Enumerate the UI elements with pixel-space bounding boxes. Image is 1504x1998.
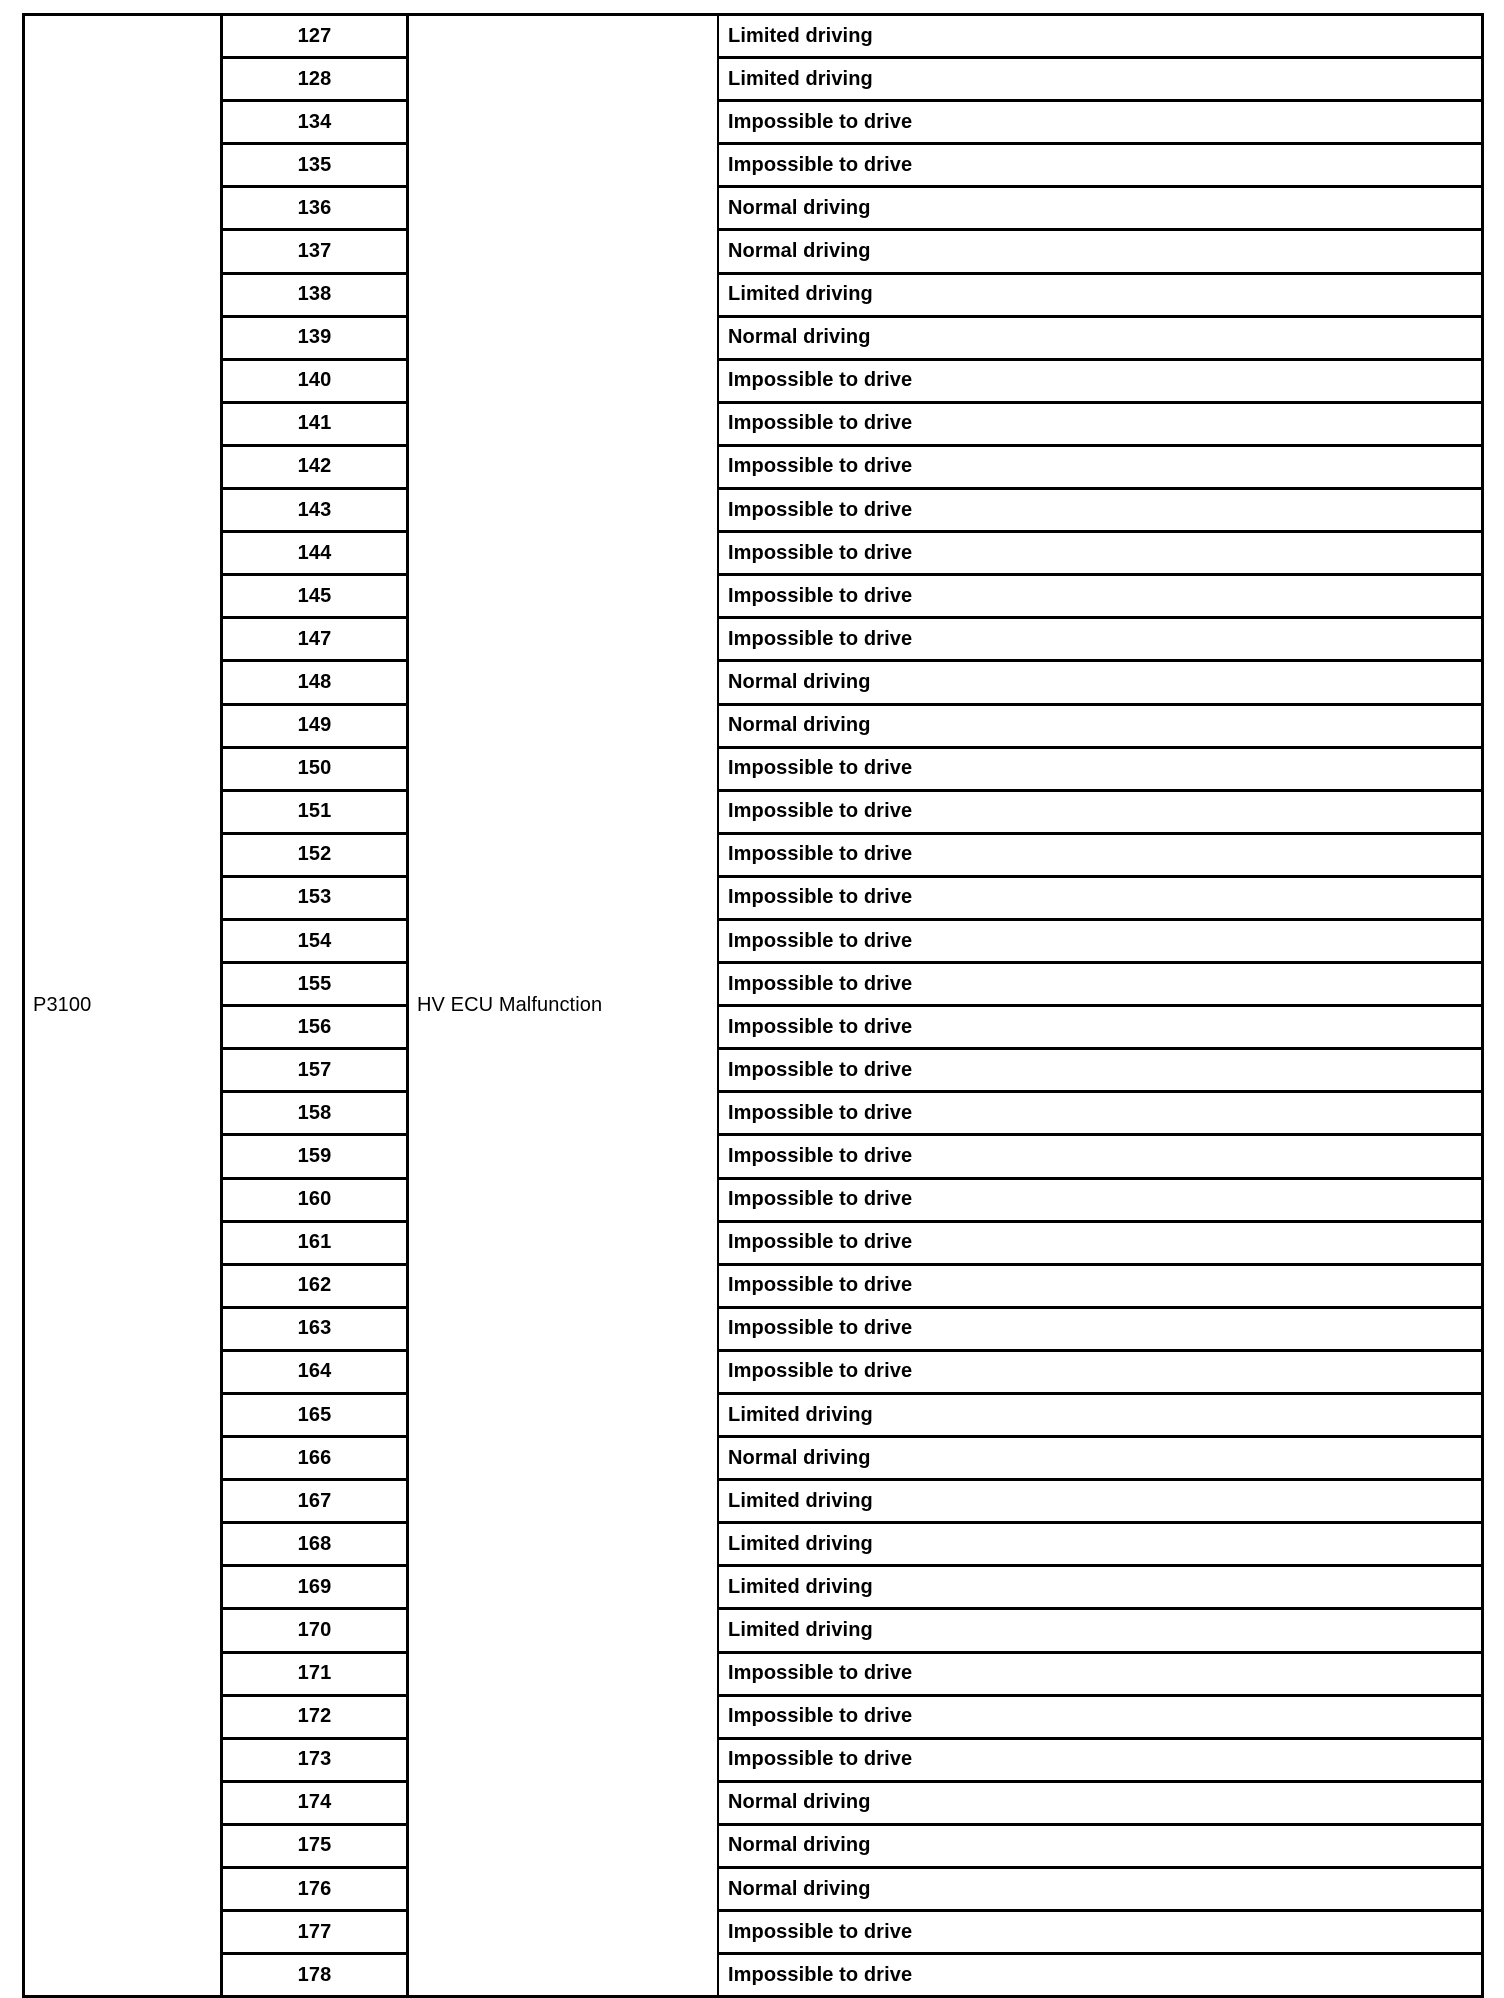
- table-row: [24, 1566, 1483, 1609]
- driving-status-cell: Impossible to drive: [718, 790, 1483, 833]
- info-code-cell: 137: [222, 230, 408, 273]
- dtc-table: [22, 13, 1484, 1998]
- info-code-cell: 128: [222, 58, 408, 101]
- info-code-cell: 173: [222, 1738, 408, 1781]
- info-code-cell: 168: [222, 1523, 408, 1566]
- table-row: [24, 1695, 1483, 1738]
- driving-status-cell: Limited driving: [718, 1566, 1483, 1609]
- info-code-cell: 177: [222, 1911, 408, 1954]
- info-code-cell: 149: [222, 704, 408, 747]
- table-row: [24, 230, 1483, 273]
- table-row: [24, 618, 1483, 661]
- driving-status-cell: Limited driving: [718, 273, 1483, 316]
- driving-status-cell: Normal driving: [718, 704, 1483, 747]
- driving-status-cell: Impossible to drive: [718, 1911, 1483, 1954]
- driving-status-cell: Impossible to drive: [718, 1954, 1483, 1997]
- table-row: [24, 101, 1483, 144]
- dtc-code-cell: P3100: [24, 15, 222, 1997]
- driving-status-cell: Impossible to drive: [718, 833, 1483, 876]
- info-code-cell: 135: [222, 144, 408, 187]
- driving-status-cell: Impossible to drive: [718, 1695, 1483, 1738]
- table-row: [24, 963, 1483, 1006]
- table-row: [24, 1394, 1483, 1437]
- info-code-cell: 143: [222, 489, 408, 532]
- info-code-cell: 152: [222, 833, 408, 876]
- info-code-cell: 153: [222, 876, 408, 919]
- driving-status-cell: Impossible to drive: [718, 575, 1483, 618]
- driving-status-cell: Impossible to drive: [718, 445, 1483, 488]
- info-code-cell: 151: [222, 790, 408, 833]
- info-code-cell: 175: [222, 1824, 408, 1867]
- table-row: [24, 1609, 1483, 1652]
- table-row: [24, 919, 1483, 962]
- table-row: [24, 402, 1483, 445]
- info-code-cell: 160: [222, 1178, 408, 1221]
- info-code-cell: 170: [222, 1609, 408, 1652]
- table-row: [24, 747, 1483, 790]
- driving-status-cell: Limited driving: [718, 15, 1483, 58]
- driving-status-cell: Impossible to drive: [718, 747, 1483, 790]
- table-row: [24, 1307, 1483, 1350]
- driving-status-cell: Limited driving: [718, 1609, 1483, 1652]
- info-code-cell: 165: [222, 1394, 408, 1437]
- driving-status-cell: Impossible to drive: [718, 1264, 1483, 1307]
- table-row: [24, 1006, 1483, 1049]
- info-code-cell: 155: [222, 963, 408, 1006]
- table-row: [24, 1178, 1483, 1221]
- driving-status-cell: Normal driving: [718, 1437, 1483, 1480]
- driving-status-cell: Limited driving: [718, 1394, 1483, 1437]
- driving-status-cell: Impossible to drive: [718, 618, 1483, 661]
- driving-status-cell: Impossible to drive: [718, 532, 1483, 575]
- driving-status-cell: Normal driving: [718, 230, 1483, 273]
- table-row: [24, 1135, 1483, 1178]
- table-row: [24, 876, 1483, 919]
- driving-status-cell: Limited driving: [718, 58, 1483, 101]
- info-code-cell: 166: [222, 1437, 408, 1480]
- driving-status-cell: Impossible to drive: [718, 1221, 1483, 1264]
- table-row: [24, 661, 1483, 704]
- driving-status-cell: Normal driving: [718, 1781, 1483, 1824]
- table-row: [24, 1221, 1483, 1264]
- driving-status-cell: Impossible to drive: [718, 402, 1483, 445]
- info-code-cell: 136: [222, 187, 408, 230]
- table-row: [24, 58, 1483, 101]
- table-row: [24, 316, 1483, 359]
- table-row: [24, 1824, 1483, 1867]
- driving-status-cell: Impossible to drive: [718, 144, 1483, 187]
- info-code-cell: 140: [222, 359, 408, 402]
- info-code-cell: 169: [222, 1566, 408, 1609]
- info-code-cell: 161: [222, 1221, 408, 1264]
- table-row: [24, 445, 1483, 488]
- info-code-cell: 156: [222, 1006, 408, 1049]
- info-code-cell: 142: [222, 445, 408, 488]
- table-row: [24, 1350, 1483, 1393]
- driving-status-cell: Normal driving: [718, 1824, 1483, 1867]
- info-code-cell: 150: [222, 747, 408, 790]
- driving-status-cell: Impossible to drive: [718, 1006, 1483, 1049]
- table-row: [24, 1652, 1483, 1695]
- info-code-cell: 162: [222, 1264, 408, 1307]
- table-row: [24, 187, 1483, 230]
- table-row: [24, 1049, 1483, 1092]
- info-code-cell: 164: [222, 1350, 408, 1393]
- info-code-cell: 178: [222, 1954, 408, 1997]
- table-row: [24, 1911, 1483, 1954]
- driving-status-cell: Impossible to drive: [718, 1178, 1483, 1221]
- driving-status-cell: Limited driving: [718, 1480, 1483, 1523]
- driving-status-cell: Impossible to drive: [718, 1049, 1483, 1092]
- table-row: [24, 489, 1483, 532]
- info-code-cell: 163: [222, 1307, 408, 1350]
- info-code-cell: 171: [222, 1652, 408, 1695]
- info-code-cell: 134: [222, 101, 408, 144]
- info-code-cell: 138: [222, 273, 408, 316]
- table-row: [24, 1437, 1483, 1480]
- driving-status-cell: Impossible to drive: [718, 1350, 1483, 1393]
- table-row: [24, 15, 1483, 58]
- table-row: [24, 704, 1483, 747]
- table-row: [24, 144, 1483, 187]
- driving-status-cell: Limited driving: [718, 1523, 1483, 1566]
- table-row: [24, 1738, 1483, 1781]
- table-row: [24, 1781, 1483, 1824]
- info-code-cell: 154: [222, 919, 408, 962]
- driving-status-cell: Impossible to drive: [718, 1738, 1483, 1781]
- info-code-cell: 167: [222, 1480, 408, 1523]
- table-row: [24, 532, 1483, 575]
- table-row: [24, 1264, 1483, 1307]
- description-cell: HV ECU Malfunction: [408, 15, 719, 1997]
- driving-status-cell: Impossible to drive: [718, 1307, 1483, 1350]
- driving-status-cell: Impossible to drive: [718, 1652, 1483, 1695]
- info-code-cell: 145: [222, 575, 408, 618]
- info-code-cell: 144: [222, 532, 408, 575]
- table-row: [24, 1480, 1483, 1523]
- table-row: [24, 359, 1483, 402]
- dtc-table-body: [24, 15, 1483, 1997]
- driving-status-cell: Impossible to drive: [718, 489, 1483, 532]
- table-row: [24, 1523, 1483, 1566]
- info-code-cell: 148: [222, 661, 408, 704]
- table-row: [24, 575, 1483, 618]
- info-code-cell: 174: [222, 1781, 408, 1824]
- driving-status-cell: Impossible to drive: [718, 919, 1483, 962]
- info-code-cell: 127: [222, 15, 408, 58]
- driving-status-cell: Normal driving: [718, 1868, 1483, 1911]
- driving-status-cell: Impossible to drive: [718, 963, 1483, 1006]
- driving-status-cell: Normal driving: [718, 316, 1483, 359]
- driving-status-cell: Impossible to drive: [718, 876, 1483, 919]
- table-row: [24, 273, 1483, 316]
- info-code-cell: 141: [222, 402, 408, 445]
- driving-status-cell: Impossible to drive: [718, 359, 1483, 402]
- driving-status-cell: Impossible to drive: [718, 101, 1483, 144]
- info-code-cell: 139: [222, 316, 408, 359]
- driving-status-cell: Normal driving: [718, 661, 1483, 704]
- driving-status-cell: Impossible to drive: [718, 1135, 1483, 1178]
- info-code-cell: 158: [222, 1092, 408, 1135]
- info-code-cell: 147: [222, 618, 408, 661]
- table-row: [24, 1868, 1483, 1911]
- table-row: [24, 833, 1483, 876]
- info-code-cell: 172: [222, 1695, 408, 1738]
- table-row: [24, 790, 1483, 833]
- table-row: [24, 1092, 1483, 1135]
- info-code-cell: 157: [222, 1049, 408, 1092]
- info-code-cell: 159: [222, 1135, 408, 1178]
- info-code-cell: 176: [222, 1868, 408, 1911]
- driving-status-cell: Impossible to drive: [718, 1092, 1483, 1135]
- table-row: [24, 1954, 1483, 1997]
- driving-status-cell: Normal driving: [718, 187, 1483, 230]
